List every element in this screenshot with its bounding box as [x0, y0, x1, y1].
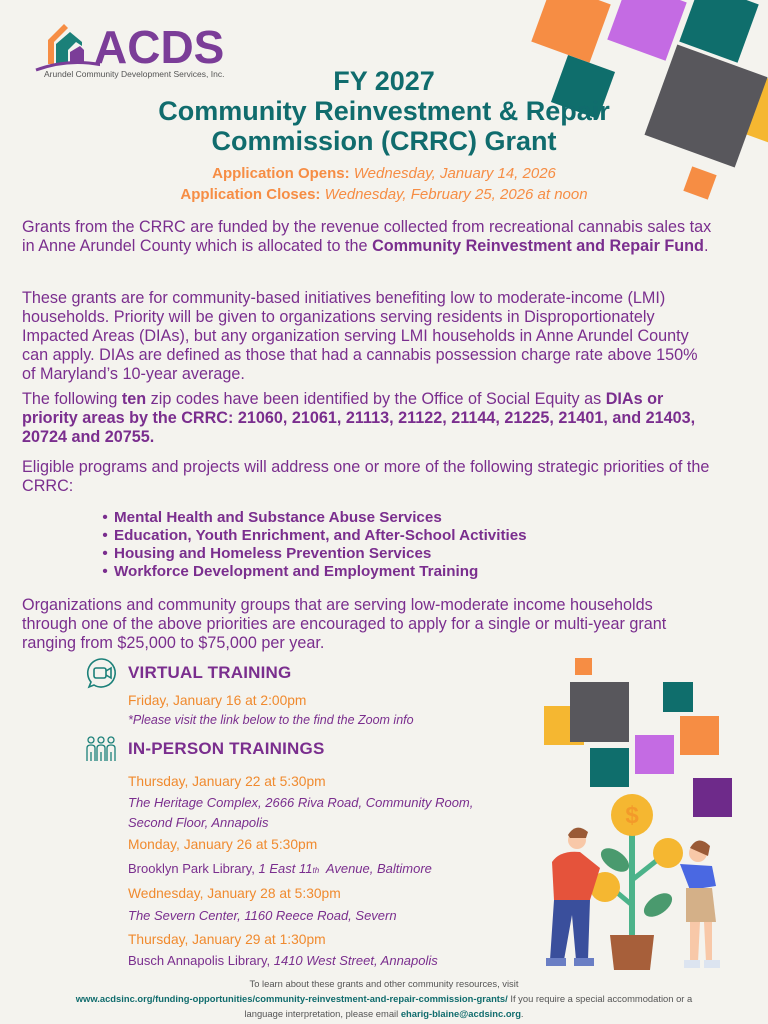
decor-square-teal — [663, 682, 693, 712]
footer-line2 — [60, 991, 708, 1021]
inperson-trainings-heading: IN-PERSON TRAININGS — [128, 739, 325, 758]
footer-line1: To learn about these grants and other community resources, visit — [249, 978, 519, 989]
zip-code-list: DIAs or priority areas by the CRRC: 21060, 21061, 21113, 21122, 21144, 21225, 21401, and 21403, 20724 and 20755. — [22, 390, 696, 446]
session-date: Wednesday, January 28 at 5:30pm — [128, 886, 341, 901]
session-location — [128, 953, 438, 968]
address-sup: th — [312, 866, 320, 875]
session-date: Monday, January 26 at 5:30pm — [128, 837, 318, 852]
address: 1 East 11 — [258, 861, 313, 876]
opens-value: Wednesday, January 14, 2026 — [353, 165, 556, 182]
virtual-training-date: Friday, January 16 at 2:00pm — [128, 693, 307, 708]
logo-wordmark: ACDS — [94, 21, 225, 73]
video-chat-icon — [85, 656, 119, 690]
session-location: Second Floor, Annapolis — [128, 815, 269, 830]
closes-value: Wednesday, February 25, 2026 at noon — [324, 186, 588, 203]
p1-text: Grants from the CRRC are funded by the revenue collected from recreational cannabis sales tax in Anne Arundel County which is allocated to the — [22, 218, 712, 255]
application-closes — [0, 186, 768, 203]
page-title-year: FY 2027 — [333, 66, 435, 96]
venue-name: Brooklyn Park Library, — [128, 861, 259, 876]
p1-end: . — [703, 237, 709, 255]
priority-item: • Workforce Development and Employment Training — [96, 563, 527, 581]
application-opens — [0, 165, 768, 182]
priorities-intro: Eligible programs and projects will address one or more of the following strategic priorities of the CRRC: — [22, 458, 710, 495]
virtual-training-heading: VIRTUAL TRAINING — [128, 663, 292, 682]
p3-bold-ten: ten — [121, 390, 147, 408]
svg-text:$: $ — [625, 802, 639, 829]
footer-contact — [60, 976, 708, 1021]
decor-square-violet — [635, 735, 674, 774]
session-date: Thursday, January 22 at 5:30pm — [128, 774, 326, 789]
priority-item: • Education, Youth Enrichment, and After-School Activities — [96, 527, 527, 545]
address: Avenue, Baltimore — [319, 861, 432, 876]
funding-paragraph — [22, 218, 712, 256]
session-location: The Severn Center, 1160 Reece Road, Severn — [128, 908, 397, 923]
money-plant-illustration-icon — [540, 790, 730, 970]
fund-name: Community Reinvestment and Repair Fund — [372, 237, 704, 255]
logo-subtitle: Arundel Community Development Services, Inc. — [44, 69, 225, 79]
decor-square-teal — [590, 748, 629, 787]
closes-label: Application Closes: — [180, 186, 321, 203]
session-location — [128, 861, 432, 876]
venue-name: Busch Annapolis Library, — [128, 953, 274, 968]
group-people-icon — [85, 735, 117, 763]
priority-item: • Mental Health and Substance Abuse Services — [96, 509, 527, 527]
decor-square-orange — [680, 716, 719, 755]
eligibility-paragraph: These grants are for community-based initiatives benefiting low to moderate-income (LMI) households. Priority will be given to organizations serving residents in Disproportionately Impacted Areas (DIAs), but any organization serving LMI households in Anne Arundel County can apply. DIAs are defined as those that had a cannabis possession charge rate above 150% of Maryland’s 10-year average. — [22, 289, 698, 383]
zip-codes-paragraph — [22, 390, 712, 447]
decor-square-charcoal — [570, 682, 629, 742]
address: 1410 West Street, Annapolis — [273, 953, 438, 968]
priorities-list — [96, 509, 527, 581]
grant-range-paragraph: Organizations and community groups that are serving low-moderate income households through one of the above priorities are encouraged to apply for a single or multi-year grant ranging from $25,000 to $75,000 per year. — [22, 596, 667, 652]
house-logo-icon — [34, 16, 100, 72]
virtual-training-note: *Please visit the link below to the find the Zoom info — [128, 713, 414, 727]
decor-square-orange-tiny — [575, 658, 592, 675]
p3-a: The following — [22, 390, 122, 408]
session-location: The Heritage Complex, 2666 Riva Road, Community Room, — [128, 795, 474, 810]
opens-label: Application Opens: — [212, 165, 350, 182]
grants-link[interactable]: www.acdsinc.org/funding-opportunities/community-reinvestment-and-repair-commission-grants/ — [75, 993, 508, 1004]
p3-b: zip codes have been identified by the Office of Social Equity as — [146, 390, 606, 408]
footer-text: If you require a special accommodation or a language interpretation, please email — [244, 993, 693, 1019]
decor-square-orange — [531, 0, 610, 63]
page-title-line1: Community Reinvestment & Repair — [158, 96, 610, 126]
page-title-line2: Commission (CRRC) Grant — [211, 126, 557, 156]
contact-email-link[interactable]: eharig-blaine@acdsinc.org — [400, 1008, 521, 1019]
session-date: Thursday, January 29 at 1:30pm — [128, 932, 326, 947]
footer-end: . — [520, 1008, 524, 1019]
priority-item: • Housing and Homeless Prevention Services — [96, 545, 527, 563]
